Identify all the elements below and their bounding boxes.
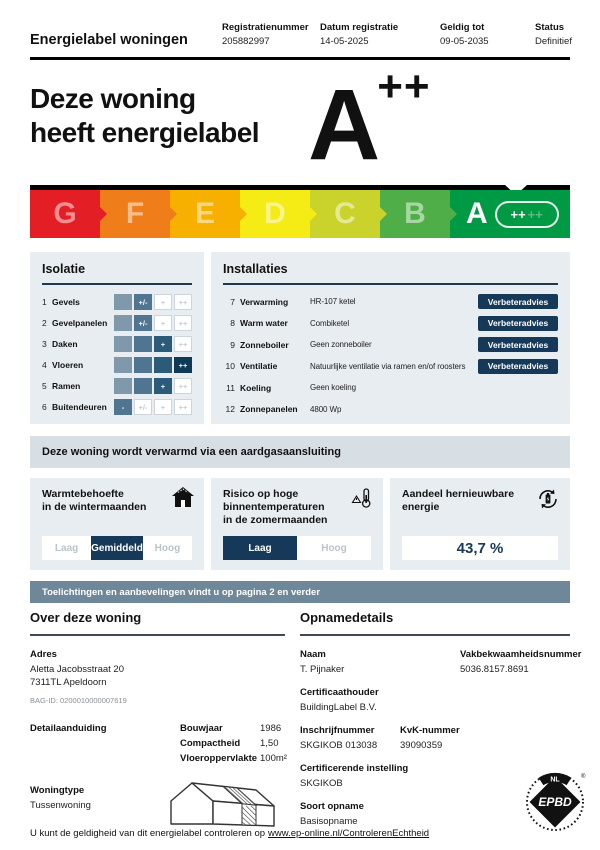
fact-compactheid xyxy=(180,738,320,753)
chip-laag-selected: Laag xyxy=(223,536,297,560)
verbeteradvies-button[interactable]: Verbeteradvies xyxy=(478,294,558,309)
chip-gemiddeld-selected: Gemiddeld xyxy=(91,536,143,560)
rating-square-4: ++ xyxy=(174,357,192,373)
rating-square-1 xyxy=(114,378,132,394)
isolatie-row-gevels xyxy=(42,294,192,310)
woningtype-value: Tussenwoning xyxy=(30,800,91,811)
svg-text:®: ® xyxy=(581,774,586,780)
rating-square-3: + xyxy=(154,378,172,394)
verbeteradvies-button[interactable]: Verbeteradvies xyxy=(478,316,558,331)
row-value: HR-107 ketel xyxy=(310,297,356,306)
inschrijfnummer-value: SKGIKOB 013038 xyxy=(300,740,378,751)
detailaanduiding-label: Detailaanduiding xyxy=(30,723,107,734)
footer-text: U kunt de geldigheid van dit energielabel controleren op xyxy=(30,828,266,839)
kvk-pair xyxy=(400,725,460,752)
naam-value: T. Pijnaker xyxy=(300,664,345,675)
inschrijfnummer-label: Inschrijfnummer xyxy=(300,725,375,736)
isolatie-row-buitendeuren xyxy=(42,399,192,415)
label-letter: A xyxy=(308,69,378,181)
scale-segment-g: G xyxy=(30,190,100,238)
row-value: Combiketel xyxy=(310,318,350,328)
field-label: Registratienummer xyxy=(222,22,309,33)
row-number: 12 xyxy=(225,404,235,414)
vakbekwaamheid-pair xyxy=(460,649,581,676)
rating-square-2: +/- xyxy=(134,294,152,310)
title-line: in de zomermaanden xyxy=(223,514,328,526)
scale-segment-d: D xyxy=(240,190,310,238)
seal-epbd-text: EPBD xyxy=(538,795,572,809)
woningtype-label: Woningtype xyxy=(30,785,85,796)
hernieuwbaar-title xyxy=(402,488,522,514)
building-facts xyxy=(180,723,320,768)
installaties-row-koeling xyxy=(223,380,558,395)
row-value: Natuurlijke ventilatie via ramen en/of roosters xyxy=(310,361,466,371)
tussenwoning-drawing-icon xyxy=(163,777,281,834)
fact-vloeroppervlakte xyxy=(180,753,320,768)
row-value: Geen zonneboiler xyxy=(310,340,372,349)
field-label: Status xyxy=(535,22,565,33)
row-label: Zonnepanelen xyxy=(240,404,298,414)
field-value: 205882997 xyxy=(222,36,270,47)
row-label: Warm water xyxy=(240,318,288,328)
adres-label: Adres xyxy=(30,649,57,660)
heating-note-bar: Deze woning wordt verwarmd via een aardgasaansluiting xyxy=(30,436,570,468)
bag-id: BAG-ID: 0200010000007619 xyxy=(30,696,127,705)
row-label: Verwarming xyxy=(240,296,289,307)
installaties-panel xyxy=(211,252,570,424)
row-number: 8 xyxy=(230,318,235,328)
vakbekwaamheid-value: 5036.8157.8691 xyxy=(460,664,529,675)
row-label: Ventilatie xyxy=(240,361,278,371)
scale-segment-c: C xyxy=(310,190,380,238)
energy-scale xyxy=(30,190,570,238)
rating-square-3 xyxy=(154,357,172,373)
row-number: 2 xyxy=(42,318,47,328)
document-title: Energielabel woningen xyxy=(30,32,188,48)
adres-line1: Aletta Jacobsstraat 20 xyxy=(30,664,124,675)
title-line: energie xyxy=(402,501,440,513)
seal-nl-text: NL xyxy=(550,776,560,784)
section-title: Opnamedetails xyxy=(300,610,570,636)
installaties-title: Installaties xyxy=(223,262,558,285)
fact-label: Compactheid xyxy=(180,738,241,749)
field-value: 14-05-2025 xyxy=(320,36,369,47)
fact-label: Vloeroppervlakte xyxy=(180,753,258,764)
title-line: in de wintermaanden xyxy=(42,501,147,513)
scale-segment-a xyxy=(450,190,570,238)
energy-label-value xyxy=(308,62,431,181)
rating-square-3: + xyxy=(154,315,172,331)
adres-block xyxy=(30,649,285,705)
header-field-geldig-tot xyxy=(440,22,489,47)
rating-square-1 xyxy=(114,336,132,352)
adres-line2: 7311TL Apeldoorn xyxy=(30,677,107,688)
woningtype-block xyxy=(30,785,285,812)
title-line: binnentemperaturen xyxy=(223,501,325,513)
over-deze-woning-section xyxy=(30,610,285,812)
vakbekwaamheid-label: Vakbekwaamheidsnummer xyxy=(460,649,582,660)
header-field-datum-registratie xyxy=(320,22,398,47)
fact-value: 1986 xyxy=(260,723,282,734)
fact-label: Bouwjaar xyxy=(180,723,223,734)
rating-square-4: ++ xyxy=(174,378,192,394)
row-value: 4800 Wp xyxy=(310,404,342,414)
installaties-row-zonnepanelen xyxy=(223,402,558,417)
field-label: Datum registratie xyxy=(320,22,399,33)
kvk-value: 39090359 xyxy=(400,740,443,751)
isolatie-row-gevelpanelen xyxy=(42,315,192,331)
row-label: Zonneboiler xyxy=(240,339,289,350)
rating-square-1: - xyxy=(114,399,132,415)
certificaathouder-value: BuildingLabel B.V. xyxy=(300,702,377,713)
row-label: Daken xyxy=(52,339,78,349)
instelling-value: SKGIKOB xyxy=(300,778,343,789)
fact-value: 1,50 xyxy=(260,738,279,749)
fact-bouwjaar xyxy=(180,723,320,738)
rating-square-2: +/- xyxy=(134,315,152,331)
scale-segment-e: E xyxy=(170,190,240,238)
rating-square-2 xyxy=(134,336,152,352)
rating-square-1 xyxy=(114,294,132,310)
isolatie-title: Isolatie xyxy=(42,262,192,285)
row-label: Buitendeuren xyxy=(52,402,107,412)
soort-opname-value: Basisopname xyxy=(300,816,358,827)
rating-square-1 xyxy=(114,357,132,373)
footer xyxy=(30,828,429,839)
house-heat-icon xyxy=(172,487,194,512)
section-title: Over deze woning xyxy=(30,610,285,636)
rating-square-3: + xyxy=(154,294,172,310)
scale-plus-badge xyxy=(495,201,559,228)
header-field-registratienummer xyxy=(222,22,309,47)
toelichtingen-banner: Toelichtingen en aanbevelingen vindt u op pagina 2 en verder xyxy=(30,581,570,603)
soort-opname-label: Soort opname xyxy=(300,801,364,812)
row-number: 5 xyxy=(42,381,47,391)
row-number: 1 xyxy=(42,297,47,307)
rating-square-3: + xyxy=(154,399,172,415)
instelling-label: Certificerende instelling xyxy=(300,763,409,774)
naam-label: Naam xyxy=(300,649,326,660)
chip-hoog: Hoog xyxy=(297,536,371,560)
isolatie-row-vloeren xyxy=(42,357,192,373)
rating-square-3: + xyxy=(154,336,172,352)
row-number: 11 xyxy=(226,382,235,393)
warmtebehoefte-title xyxy=(42,488,162,514)
field-value: Definitief xyxy=(535,36,572,47)
thermometer-warning-icon xyxy=(351,487,373,514)
opnamedetails-section xyxy=(300,610,586,839)
risico-scale xyxy=(223,536,371,560)
row-number: 4 xyxy=(42,360,47,370)
scale-segment-b: B xyxy=(380,190,450,238)
field-label: Geldig tot xyxy=(440,22,485,33)
row-label: Ramen xyxy=(52,381,81,391)
isolatie-row-daken xyxy=(42,336,192,352)
row-value: Geen koeling xyxy=(310,383,356,392)
scale-letter-a: A xyxy=(466,197,488,230)
rating-square-4: ++ xyxy=(174,336,192,352)
row-label: Gevelpanelen xyxy=(52,318,108,328)
certificaathouder-block xyxy=(300,687,570,714)
badge-inactive-plusses: ++ xyxy=(527,206,543,222)
installaties-row-ventilatie xyxy=(223,359,558,374)
header-field-status xyxy=(535,22,572,47)
row-number: 10 xyxy=(225,361,235,371)
hero-title-line2: heeft energielabel xyxy=(30,117,260,148)
verbeteradvies-button[interactable]: Verbeteradvies xyxy=(478,337,558,352)
document-header xyxy=(30,18,570,60)
field-value: 09-05-2035 xyxy=(440,36,489,47)
title-line: Aandeel hernieuwbare xyxy=(402,488,515,500)
renewable-energy-icon xyxy=(536,487,560,516)
chip-hoog: Hoog xyxy=(143,536,192,560)
row-label: Vloeren xyxy=(52,360,84,370)
installaties-row-warm-water xyxy=(223,316,558,331)
rating-square-4: ++ xyxy=(174,294,192,310)
rating-square-2 xyxy=(134,357,152,373)
row-number: 7 xyxy=(230,296,235,307)
installaties-row-verwarming xyxy=(223,294,558,309)
warmtebehoefte-scale xyxy=(42,536,192,560)
label-plusses: ++ xyxy=(377,62,431,111)
inschrijfnummer-block xyxy=(300,725,570,752)
row-number: 3 xyxy=(42,339,47,349)
isolatie-row-ramen xyxy=(42,378,192,394)
rating-square-1 xyxy=(114,315,132,331)
kvk-label: KvK-nummer xyxy=(400,725,460,736)
verbeteradvies-button[interactable]: Verbeteradvies xyxy=(478,359,558,374)
rating-square-2 xyxy=(134,378,152,394)
rating-square-4: ++ xyxy=(174,315,192,331)
fact-value: 100m² xyxy=(260,753,287,764)
row-label: Gevels xyxy=(52,297,80,307)
title-line: Warmtebehoefte xyxy=(42,488,124,500)
row-number: 6 xyxy=(42,402,47,412)
rating-square-4: ++ xyxy=(174,399,192,415)
risico-box xyxy=(211,478,383,570)
title-line: Risico op hoge xyxy=(223,488,299,500)
hero-title xyxy=(30,82,259,150)
badge-active-plusses: ++ xyxy=(510,206,526,222)
hernieuwbare-energie-box xyxy=(390,478,570,570)
installaties-row-zonneboiler xyxy=(223,337,558,352)
ep-online-link[interactable]: www.ep-online.nl/ControlerenEchtheid xyxy=(268,828,430,839)
epbd-seal xyxy=(523,770,587,839)
isolatie-panel xyxy=(30,252,204,424)
hero-title-line1: Deze woning xyxy=(30,83,196,114)
detail-block xyxy=(30,723,285,771)
scale-segment-f: F xyxy=(100,190,170,238)
risico-title xyxy=(223,488,343,527)
chip-laag: Laag xyxy=(42,536,91,560)
rating-square-2: +/- xyxy=(134,399,152,415)
renewable-share-value: 43,7 % xyxy=(402,536,558,560)
certificaathouder-label: Certificaathouder xyxy=(300,687,379,698)
naam-block xyxy=(300,649,582,676)
row-label: Koeling xyxy=(240,382,272,393)
warmtebehoefte-box xyxy=(30,478,204,570)
row-number: 9 xyxy=(230,339,235,350)
